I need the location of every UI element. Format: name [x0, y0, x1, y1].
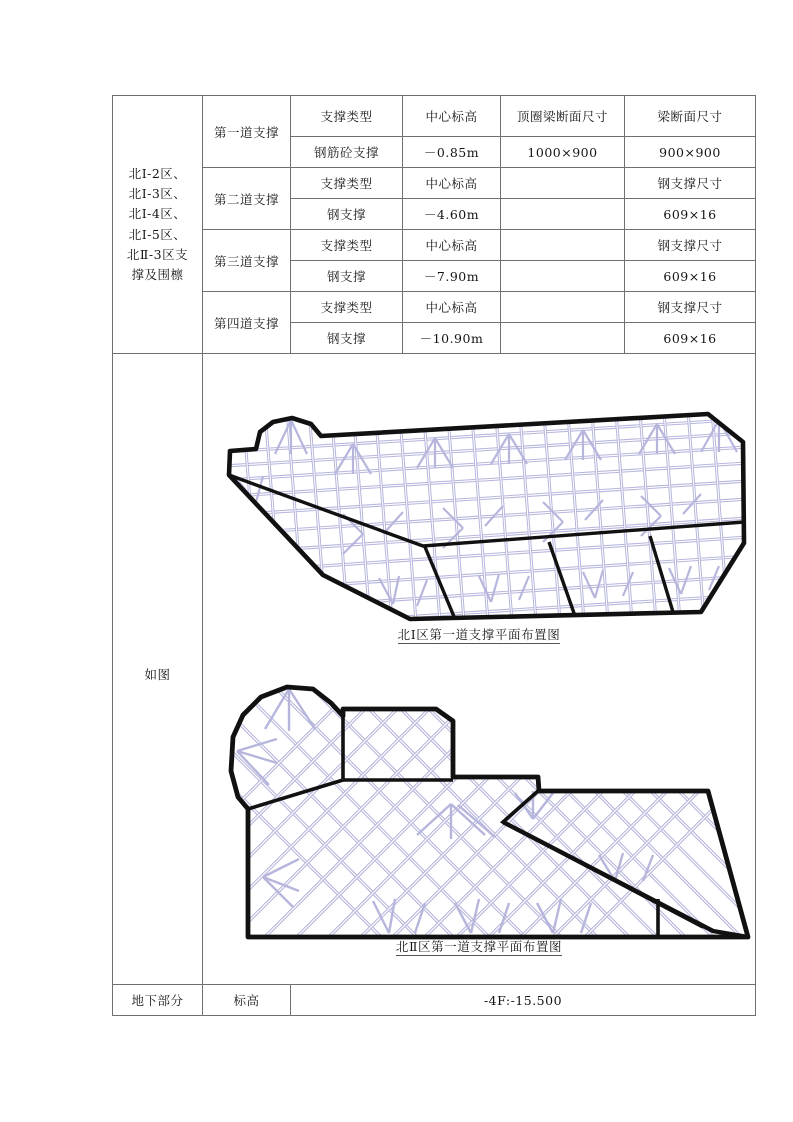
- zone-line-3: 北Ⅰ-4区、: [128, 206, 187, 222]
- support-1-beam-header: 梁断面尺寸: [625, 96, 756, 137]
- support-3-type-value: 钢支撑: [291, 261, 403, 292]
- support-4-type-value: 钢支撑: [291, 323, 403, 354]
- support-specification-table: [112, 95, 756, 1016]
- support-3-name: 第三道支撑: [203, 230, 291, 292]
- support-3-elevation-value: －7.90m: [403, 261, 501, 292]
- support-4-name: 第四道支撑: [203, 292, 291, 354]
- support-2-elevation-value: －4.60m: [403, 199, 501, 230]
- support-3-topbeam-header: [501, 230, 625, 261]
- footer-label: 地下部分: [113, 985, 203, 1016]
- support-plan-figure-north-2: [203, 659, 755, 964]
- support-4-elevation-header: 中心标高: [403, 292, 501, 323]
- figure-caption-north-1: [203, 625, 755, 643]
- support-1-type-header: 支撑类型: [291, 96, 403, 137]
- support-2-beam-header: 钢支撑尺寸: [625, 168, 756, 199]
- support-4-beam-header: 钢支撑尺寸: [625, 292, 756, 323]
- support-4-elevation-value: －10.90m: [403, 323, 501, 354]
- zone-line-4: 北Ⅰ-5区、: [128, 226, 187, 242]
- support-1-topbeam-header: 顶圈梁断面尺寸: [501, 96, 625, 137]
- support-4-type-header: 支撑类型: [291, 292, 403, 323]
- support-1-topbeam-value: 1000×900: [501, 137, 625, 168]
- zone-label-cell: [113, 96, 203, 354]
- support-3-type-header: 支撑类型: [291, 230, 403, 261]
- support-2-type-value: 钢支撑: [291, 199, 403, 230]
- footer-value: -4F:-15.500: [291, 985, 756, 1016]
- support-2-topbeam-value: [501, 199, 625, 230]
- support-2-elevation-header: 中心标高: [403, 168, 501, 199]
- support-plan-figure-north-1: [203, 354, 755, 654]
- zone-line-6: 撑及围檩: [131, 267, 184, 282]
- support-4-topbeam-header: [501, 292, 625, 323]
- zone-line-5: 北Ⅱ-3区支: [126, 246, 189, 262]
- support-1-name: 第一道支撑: [203, 96, 291, 168]
- support-4-topbeam-value: [501, 323, 625, 354]
- figure-caption-north-2: [203, 937, 755, 955]
- figure-caption-north-1-text: 北Ⅰ区第一道支撑平面布置图: [397, 627, 561, 642]
- support-2-topbeam-header: [501, 168, 625, 199]
- support-1-type-value: 钢筋砼支撑: [291, 137, 403, 168]
- support-3-elevation-header: 中心标高: [403, 230, 501, 261]
- table-row: [113, 168, 756, 199]
- figure-row-label: 如图: [144, 666, 171, 682]
- strut-lines-horizontal: [223, 418, 755, 620]
- strut-lattice-group-2: [203, 659, 755, 964]
- support-2-beam-value: 609×16: [625, 199, 756, 230]
- table-row: [113, 292, 756, 323]
- table-row: [113, 96, 756, 137]
- figure-area-cell: [203, 354, 756, 985]
- table-row-footer: [113, 985, 756, 1016]
- support-4-beam-value: 609×16: [625, 323, 756, 354]
- support-2-type-header: 支撑类型: [291, 168, 403, 199]
- footer-property: 标高: [203, 985, 291, 1016]
- support-1-elevation-value: －0.85m: [403, 137, 501, 168]
- figure-caption-north-2-text: 北Ⅱ区第一道支撑平面布置图: [395, 939, 563, 954]
- support-3-beam-header: 钢支撑尺寸: [625, 230, 756, 261]
- support-1-beam-value: 900×900: [625, 137, 756, 168]
- strut-lattice-group: [223, 397, 755, 634]
- support-1-elevation-header: 中心标高: [403, 96, 501, 137]
- support-3-beam-value: 609×16: [625, 261, 756, 292]
- table-row: [113, 230, 756, 261]
- zone-line-1: 北Ⅰ-2区、: [128, 165, 187, 181]
- support-3-topbeam-value: [501, 261, 625, 292]
- figure-row-label-cell: [113, 354, 203, 985]
- table-row-figures: [113, 354, 756, 985]
- figure-wrap: [203, 354, 755, 984]
- zone-line-2: 北Ⅰ-3区、: [128, 186, 187, 201]
- support-2-name: 第二道支撑: [203, 168, 291, 230]
